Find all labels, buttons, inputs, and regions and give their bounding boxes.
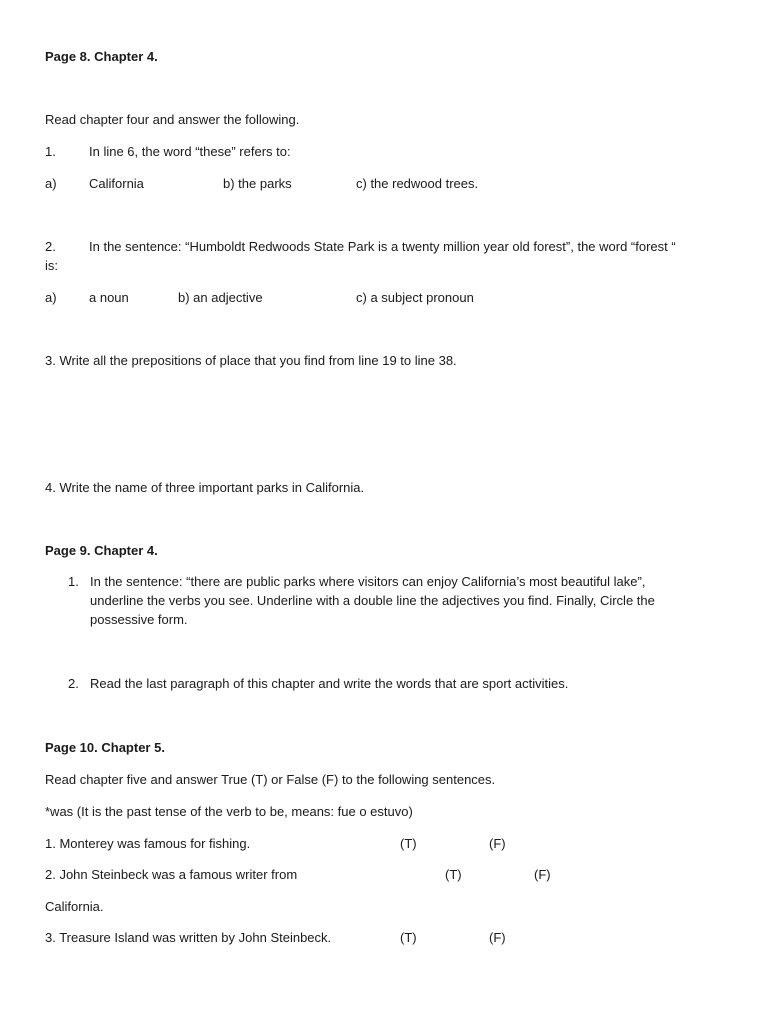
statement-3-true-option[interactable]: (T) xyxy=(400,930,417,945)
page-9-item-1-number: 1. xyxy=(68,574,79,589)
statement-2-continuation: California. xyxy=(45,899,104,914)
statement-3-false-option[interactable]: (F) xyxy=(489,930,506,945)
page-9-item-1-line-2: underline the verbs you see. Underline with a double line the adjectives you find. Finally, Circle the xyxy=(90,593,655,608)
chapter-5-instructions: Read chapter five and answer True (T) or False (F) to the following sentences. xyxy=(45,772,496,787)
question-2-option-b: b) an adjective xyxy=(178,290,263,305)
question-3-text: 3. Write all the prepositions of place that you find from line 19 to line 38. xyxy=(45,353,457,368)
question-2-text-line-1: In the sentence: “Humboldt Redwoods State Park is a twenty million year old forest”, the word “forest “ xyxy=(89,239,676,254)
statement-2-text: 2. John Steinbeck was a famous writer from xyxy=(45,867,298,882)
page-9-item-2-number: 2. xyxy=(68,676,79,691)
statement-1-text: 1. Monterey was famous for fishing. xyxy=(45,836,251,851)
question-1-option-letter: a) xyxy=(45,176,57,191)
page-9-heading: Page 9. Chapter 4. xyxy=(45,543,158,558)
question-1-number: 1. xyxy=(45,144,56,159)
question-1-option-a: California xyxy=(89,176,144,191)
question-1-option-c: c) the redwood trees. xyxy=(356,176,479,191)
page-9-item-1-line-3: possessive form. xyxy=(90,612,188,627)
question-2-option-a: a noun xyxy=(89,290,129,305)
page-9-item-1-line-1: In the sentence: “there are public parks where visitors can enjoy California’s most beautiful lake”, xyxy=(90,574,646,589)
page-10-heading: Page 10. Chapter 5. xyxy=(45,740,165,755)
vocabulary-note: *was (It is the past tense of the verb to be, means: fue o estuvo) xyxy=(45,804,413,819)
statement-3-text: 3. Treasure Island was written by John Steinbeck. xyxy=(45,930,332,945)
question-2-text-line-2: is: xyxy=(45,258,58,273)
question-2-option-letter: a) xyxy=(45,290,57,305)
chapter-4-instructions: Read chapter four and answer the following. xyxy=(45,112,300,127)
question-2-number: 2. xyxy=(45,239,56,254)
question-4-text: 4. Write the name of three important parks in California. xyxy=(45,480,365,495)
statement-1-false-option[interactable]: (F) xyxy=(489,836,506,851)
statement-1-true-option[interactable]: (T) xyxy=(400,836,417,851)
statement-2-false-option[interactable]: (F) xyxy=(534,867,551,882)
page-8-heading: Page 8. Chapter 4. xyxy=(45,49,158,64)
question-2-option-c: c) a subject pronoun xyxy=(356,290,474,305)
question-1-text: In line 6, the word “these” refers to: xyxy=(89,144,291,159)
question-1-option-b: b) the parks xyxy=(223,176,292,191)
page-9-item-2-text: Read the last paragraph of this chapter and write the words that are sport activities. xyxy=(90,676,569,691)
statement-2-true-option[interactable]: (T) xyxy=(445,867,462,882)
